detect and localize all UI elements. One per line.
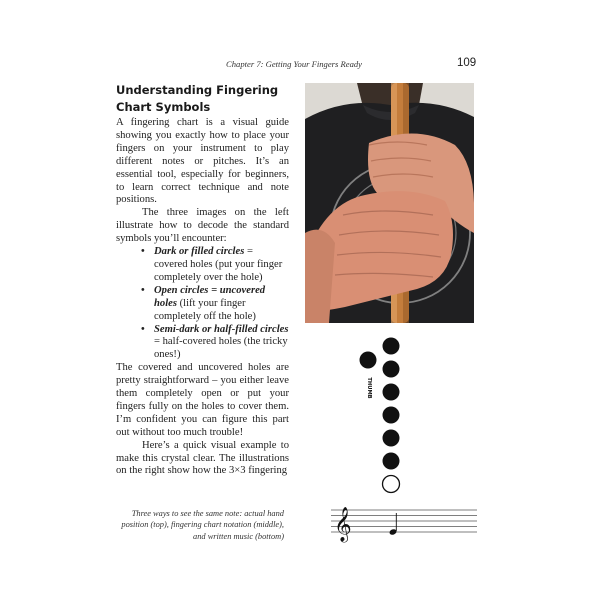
paragraph-holes: The covered and uncovered holes are pretty straightforward – you either leave them completely open or put your fingers fully on the holes to cover them. I’m confident you can figure this part out without too much trouble! [116, 362, 289, 438]
treble-clef-icon: 𝄞 [334, 507, 352, 542]
hole-4-covered [383, 407, 400, 424]
paragraph-images: The three images on the left illustrate how to decode the standard symbols you’ll encounter: [116, 207, 289, 245]
hole-1-covered [383, 338, 400, 355]
body-text [116, 117, 289, 478]
hole-5-covered [383, 430, 400, 447]
hole-2-covered [383, 361, 400, 378]
running-header: Chapter 7: Getting Your Fingers Ready [226, 59, 362, 69]
hole-3-covered [383, 384, 400, 401]
list-item-term: Dark or filled circles [154, 246, 245, 258]
thumb-hole-covered [360, 352, 377, 369]
page-number: 109 [457, 57, 477, 69]
hand-position-photo [305, 83, 474, 323]
list-item-desc: (lift your finger completely off the hole) [154, 297, 256, 322]
music-staff [331, 497, 481, 543]
list-item-term: Open circles = uncovered holes [154, 284, 266, 309]
list-item-desc: = half-covered holes (the tricky ones!) [154, 336, 288, 361]
symbol-list [116, 246, 289, 362]
paragraph-example: Here’s a quick visual example to make this crystal clear. The illustrations on the right show how the 3×3 fingering [116, 439, 289, 477]
list-item-term: Semi-dark or half-filled circles [154, 323, 289, 335]
list-item-half [154, 324, 289, 363]
list-item-open [154, 285, 289, 324]
list-item-desc: = covered holes (put your finger completely over the hole) [154, 246, 283, 283]
hole-6-covered [383, 453, 400, 470]
hole-7-uncovered [383, 476, 400, 493]
figure-caption: Three ways to see the same note: actual hand position (top), fingering chart notation (middle), and written music (bottom) [121, 509, 284, 541]
paragraph-intro: A fingering chart is a visual guide showing you exactly how to place your fingers on your instrument to play different notes or pitches. It’s an essential tool, especially for beginners, to learn correct technique and note positions. [116, 117, 289, 206]
list-item-filled [154, 246, 289, 285]
section-heading: Understanding Fingering Chart Symbols [116, 83, 279, 114]
hand-photo-illustration [305, 83, 474, 323]
thumb-label: THUMB [366, 377, 372, 399]
fingering-chart [355, 334, 405, 494]
